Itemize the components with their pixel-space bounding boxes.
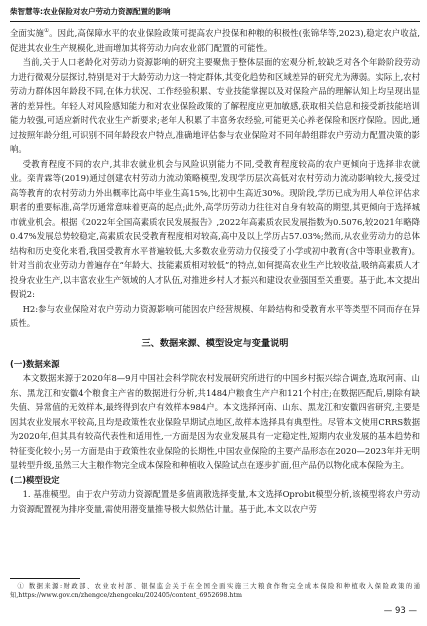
header-rule: [10, 21, 420, 22]
paragraph-1-lead: 全面实施: [10, 28, 45, 38]
model-paragraph: 1. 基准模型。由于农户劳动力资源配置是多值离散选择变量,本文选择Oprobit模型分析,该模型将农户劳动力资源配置视为排序变量,需使用潜变量推导极大似然估计量。基于此,本文以农户劳: [10, 489, 420, 514]
paragraph-3: 受教育程度不同的农户,其非农就业机会与风险识别能力不同,受教育程度较高的农户更倾向于选择非农就业。栾青霖等(2019)通过创建农村劳动力流动策略模型,发现学历层次高低对农村劳动力流动影响较大,接受过高等教育的农村劳动力外出概率比高中毕业生高15%,比初中生高近30%。现阶段,学历已成为用人单位评估求职者的重要标准,高学历通常意味着更高的起点;此外,高学历劳动力往往对自身有较高的期望,其更倾向于选择城市就业机会。根据《2022年全国高素质农民发展报告》,2022年高素质农民发展指数为0.5076,较2021年略降0.47%发展总势较稳定,高素质农民受教育程度相对较高,高中及以上学历占57.03%;然而,从农业劳动力的总体结构和历史变化来看,我国受教育水平普遍较低,大多数农业劳动力仅接受了小学或初中教育(含中等职业教育)。针对当前农业劳动力普遍存在“年龄大、技能素质相对较低”的特点,如何提高农业生产比较收益,吸纳高素质人才投身农业生产,以丰富农业生产领域的人才队伍,对推进乡村人才振兴和建设农业强国至关重要。基于此,本文提出假说2:: [10, 158, 420, 299]
subsection-title-data-source: (一)数据来源: [10, 358, 60, 369]
hypothesis-2: H2:参与农业保险对农户劳动力资源影响可能因农户经营规模、年龄结构和受教育水平等类型不同而存在异质性。: [10, 303, 420, 328]
footnote-rule: [10, 578, 80, 579]
footnote-reference[interactable]: ①: [44, 28, 50, 35]
subsection-title-model: (二)模型设定: [10, 474, 60, 485]
footnote-text[interactable]: 数据来源:财政部、农业农村部、银保监会关于在全国全面实施三大粮食作物完全成本保险和种植收入保险政策的通知,https://www.gov.cn/zhengce/zhengceku/202405/content_6952698.htm: [10, 583, 420, 599]
section-title: 三、数据来源、模型设定与变量说明: [141, 337, 289, 349]
paragraph-1-rest: 。因此,高保障水平的农业保险政策可提高农户投保和种粮的积极性(张锦华等,2023),稳定农户收益,促进其农业生产规模化,进而增加其将劳动力向农业部门配置的可能性。: [10, 28, 421, 53]
page-number: — 93 —: [383, 606, 417, 616]
running-head: 柴智慧等:农业保险对农户劳动力资源配置的影响: [10, 7, 171, 16]
paragraph-1: [10, 26, 420, 55]
footnote-marker: ①: [17, 583, 26, 590]
body-text: [10, 26, 420, 516]
data-source-paragraph: 本文数据来源于2020年8—9月中国社会科学院农村发展研究所进行的中国乡村振兴综合调查,选取河南、山东、黑龙江和安徽4个粮食主产省的数据进行分析,共1484户粮食生产户和121个村庄;在数据匹配后,剔除有缺失值、异常值的无效样本,最终得到农户有效样本984户。本文选择河南、山东、黑龙江和安徽四省研究,主要是因其农业发展水平较高,且均是政策性农业保险早期试点地区,故样本选择具有典型性。尽管本文使用CRRS数据为2020年,但其具有较高代表性和适用性,一方面是因为农业发展具有一定稳定性,短期内农业发展的基本趋势和特征变化较小;另一方面是由于政策性农业保险的长期性,中国农业保险的主要产品形态在2020—2023年并无明显转型升级,虽然三大主粮作物完全成本保险和种植收入保险试点在逐步扩面,但产品仍以物化成本保险为主。: [10, 373, 420, 470]
footnote: [10, 582, 420, 600]
paragraph-2: 当前,关于人口老龄化对劳动力资源影响的研究主要聚焦于整体层面的宏观分析,较缺乏对各个年龄阶段劳动力进行微观分层探讨,特别是对于大龄劳动力这一特定群体,其变化趋势和区域差异的研究尤为薄弱。实际上,农村劳动力群体因年龄段不同,在体力状况、工作经验积累、专业技能掌握以及对保险产品的理解认知上均呈现出显著的差异性。年轻人对风险感知能力和对农业保险政策的了解程度应更加敏感,获取相关信息和接受新技能培训能力较强,可适应新时代农业生产新要求;老年人积累了丰富务农经验,可能更关心养老保险和医疗保险。因此,通过按照年龄分组,可识别不同年龄段农户特点,准确地评估参与农业保险对不同年龄组群农户劳动力配置决策的影响。: [10, 57, 420, 154]
